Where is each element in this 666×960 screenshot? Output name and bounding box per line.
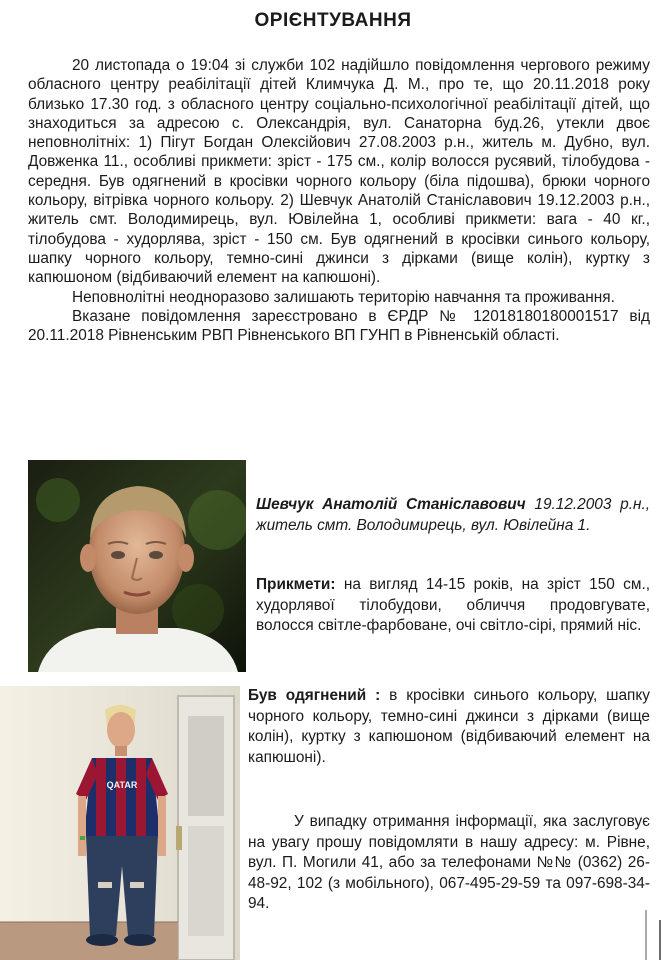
contact-info: [248, 812, 650, 915]
full-body-photo: [0, 686, 240, 960]
clothing-text: в кросівки синього кольору, шапку чорного кольору, темно-сині джинси з дірками (вище колін), куртку з капюшоном (відбиваючий елемент на капюшоні).: [248, 687, 650, 766]
portrait-illustration: [28, 460, 246, 672]
striped-shirt: [76, 758, 168, 836]
page-title: ОРІЄНТУВАННЯ: [254, 10, 412, 31]
person-clothing: [248, 686, 650, 768]
paragraph-main: 20 листопада о 19:04 зі служби 102 надійшло повідомлення чергового режиму обласного центру реабілітації дітей Климчука Д. М., про те, що 20.11.2018 року близько 17.30 год. з обласного центру соціально-психологічної реабілітації дітей, що знаходиться за адресою с. Олександрія, вул. Санаторна буд.26, утекли двоє неповнолітніх: 1) Пігут Богдан Олексійович 27.08.2003 р.н., житель м. Дубно, вул. Довженка 11., особливі прикмети: зріст - 175 см., колір волосся русявий, тілобудова - середня. Був одягнений в кросівки чорного кольору (біла підошва), брюки чорного кольору, вітрівка чорного кольору. 2) Шевчук Анатолій Станіславович 19.12.2003 р.н., житель смт. Володимирець, вул. Ювілейна 1, особливі прикмети: вага - 40 кг., тілобудова - худорлява, зріст - 150 см. Був одягнений в кросівки синього кольору, шапку чорного кольору, темно-сині джинси з дірками (вище колін), куртку з капюшоном (відбиваючий елемент на капюшоні).: [28, 57, 650, 287]
features-label: Прикмети:: [256, 576, 336, 593]
person-details: 19.12.2003 р.н., житель смт. Володимирець, вул. Ювілейна 1.: [256, 496, 650, 534]
notice-body: [28, 56, 650, 345]
paragraph-registration: Вказане повідомлення зареєстровано в ЄРДР № 12018180180001517 від 20.11.2018 Рівненським РВП Рівненського ВП ГУНП в Рівненській області.: [28, 307, 650, 345]
portrait-photo: [28, 460, 246, 672]
person-features: [256, 575, 650, 637]
shirt-sponsor-text: QATAR: [106, 780, 138, 790]
clothing-label: Був одягнений :: [248, 687, 381, 704]
full-body-illustration: [0, 686, 240, 960]
person-identity: [256, 495, 650, 536]
features-text: на вигляд 14-15 років, на зріст 150 см., худорлявої тілобудови, обличчя продовгувате, волосся світле-фарбоване, очі світло-сірі, прямий ніс.: [256, 576, 650, 635]
page-edge-mark: [626, 910, 666, 960]
contact-text: У випадку отримання інформації, яка заслуговує на увагу прошу повідомляти в нашу адресу: м. Рівне, вул. П. Могили 41, або за телефонами №№ (0362) 26-48-92, 102 (з мобільного), 067-495-29-59 та 097-698-34-94.: [248, 813, 650, 913]
person-name: Шевчук Анатолій Станіславович: [256, 496, 526, 513]
paragraph-repeat-offense: Неповнолітні неодноразово залишають територію навчання та проживання.: [72, 288, 615, 306]
